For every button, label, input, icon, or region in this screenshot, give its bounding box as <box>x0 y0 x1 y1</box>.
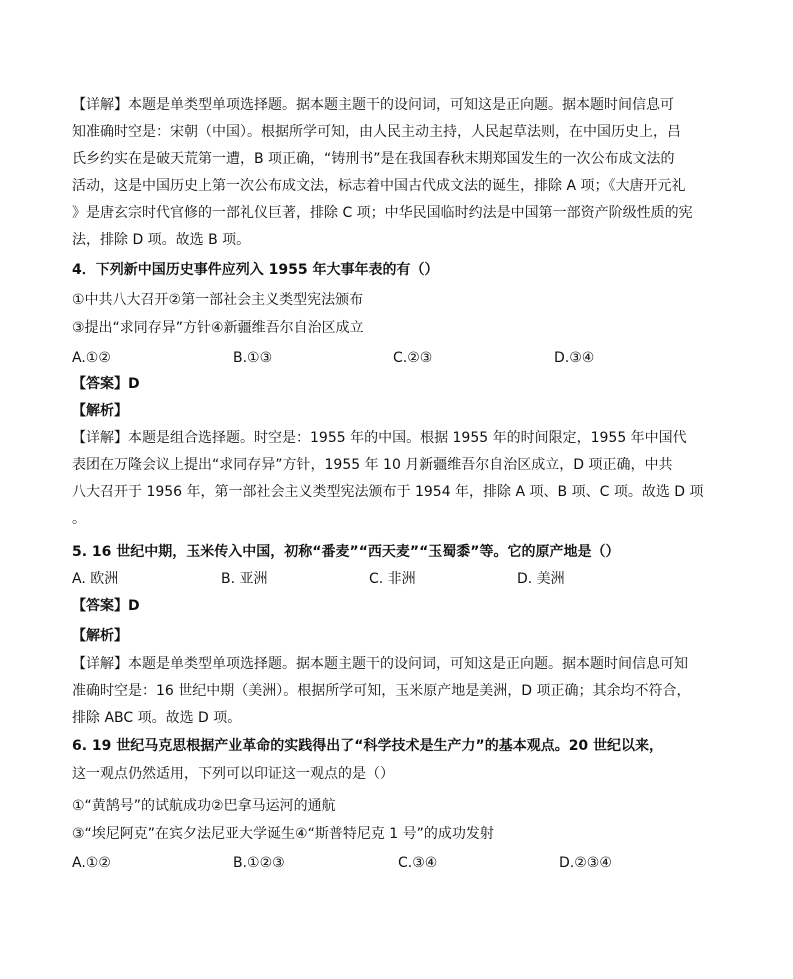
q6-stem-line2: 这一观点仍然适用，下列可以印证这一观点的是（） <box>72 766 394 782</box>
detail-line: 八大召开于 1956 年，第一部社会主义类型宪法颁布于 1954 年，排除 A 项、B 项、C 项。故选 D 项 <box>72 484 704 500</box>
detail-line: 准确时空是：16 世纪中期（美洲）。根据所学可知，玉米原产地是美洲，D 项正确；其余均不符合， <box>72 683 691 699</box>
q4-detail-paragraph <box>72 425 704 533</box>
q6-option-d: D.②③④ <box>559 855 612 871</box>
q5-stem: 5. 16 世纪中期，玉米传入中国，初称“番麦”“西天麦”“玉蜀黍”等。它的原产地是（） <box>72 544 620 560</box>
detail-line: 法，排除 D 项。故选 B 项。 <box>72 232 251 248</box>
detail-line: 【详解】本题是单类型单项选择题。据本题主题干的设问词，可知这是正向题。据本题时间信息可知 <box>72 656 688 672</box>
q4-analysis-label: 【解析】 <box>72 403 128 419</box>
q5-detail-paragraph <box>72 651 692 732</box>
q4-option-a: A.①② <box>72 350 111 366</box>
q4-items-line1: ①中共八大召开②第一部社会主义类型宪法颁布 <box>72 292 364 308</box>
detail-line: 【详解】本题是组合选择题。时空是：1955 年的中国。根据 1955 年的时间限定，1955 年中国代 <box>72 430 687 446</box>
q6-items-line1: ①“黄鹄号”的试航成功②巴拿马运河的通航 <box>72 798 336 814</box>
q6-option-c: C.③④ <box>398 855 438 871</box>
q5-option-b: B. 亚洲 <box>221 571 268 587</box>
detail-line: 氏乡约实在是破天荒第一遭，B 项正确，“铸刑书”是在我国春秋末期郑国发生的一次公布成文法的 <box>72 151 675 167</box>
prev-detail-paragraph <box>72 92 692 254</box>
q4-answer: 【答案】D <box>72 376 140 392</box>
detail-line: 。 <box>72 511 86 527</box>
q4-option-b: B.①③ <box>233 350 273 366</box>
detail-line: 排除 ABC 项。故选 D 项。 <box>72 710 242 726</box>
q5-analysis-label: 【解析】 <box>72 628 128 644</box>
detail-line: 【详解】本题是单类型单项选择题。据本题主题干的设问词，可知这是正向题。据本题时间信息可 <box>72 97 674 113</box>
detail-line: 活动，这是中国历史上第一次公布成文法，标志着中国古代成文法的诞生，排除 A 项；《大唐开元礼 <box>72 178 686 194</box>
q6-option-a: A.①② <box>72 855 111 871</box>
q6-items-line2: ③“埃尼阿克”在宾夕法尼亚大学诞生④“斯普特尼克 1 号”的成功发射 <box>72 826 494 842</box>
q4-stem: 4．下列新中国历史事件应列入 1955 年大事年表的有（） <box>72 262 439 278</box>
detail-line: 》是唐玄宗时代官修的一部礼仪巨著，排除 C 项；中华民国临时约法是中国第一部资产阶级性质的宪 <box>72 205 693 221</box>
detail-line: 知准确时空是：宋朝（中国）。根据所学可知，由人民主动主持，人民起草法则，在中国历史上，吕 <box>72 124 681 140</box>
q5-option-d: D. 美洲 <box>517 571 565 587</box>
q5-option-c: C. 非洲 <box>369 571 416 587</box>
q5-option-a: A. 欧洲 <box>72 571 119 587</box>
q4-option-c: C.②③ <box>393 350 433 366</box>
q6-option-b: B.①②③ <box>233 855 285 871</box>
q6-stem-line1: 6. 19 世纪马克思根据产业革命的实践得出了“科学技术是生产力”的基本观点。20 世纪以来， <box>72 738 664 754</box>
q4-option-d: D.③④ <box>554 350 595 366</box>
q4-items-line2: ③提出“求同存异”方针④新疆维吾尔自治区成立 <box>72 320 364 336</box>
detail-line: 表团在万隆会议上提出“求同存异”方针，1955 年 10 月新疆维吾尔自治区成立，D 项正确，中共 <box>72 457 673 473</box>
q5-answer: 【答案】D <box>72 598 140 614</box>
